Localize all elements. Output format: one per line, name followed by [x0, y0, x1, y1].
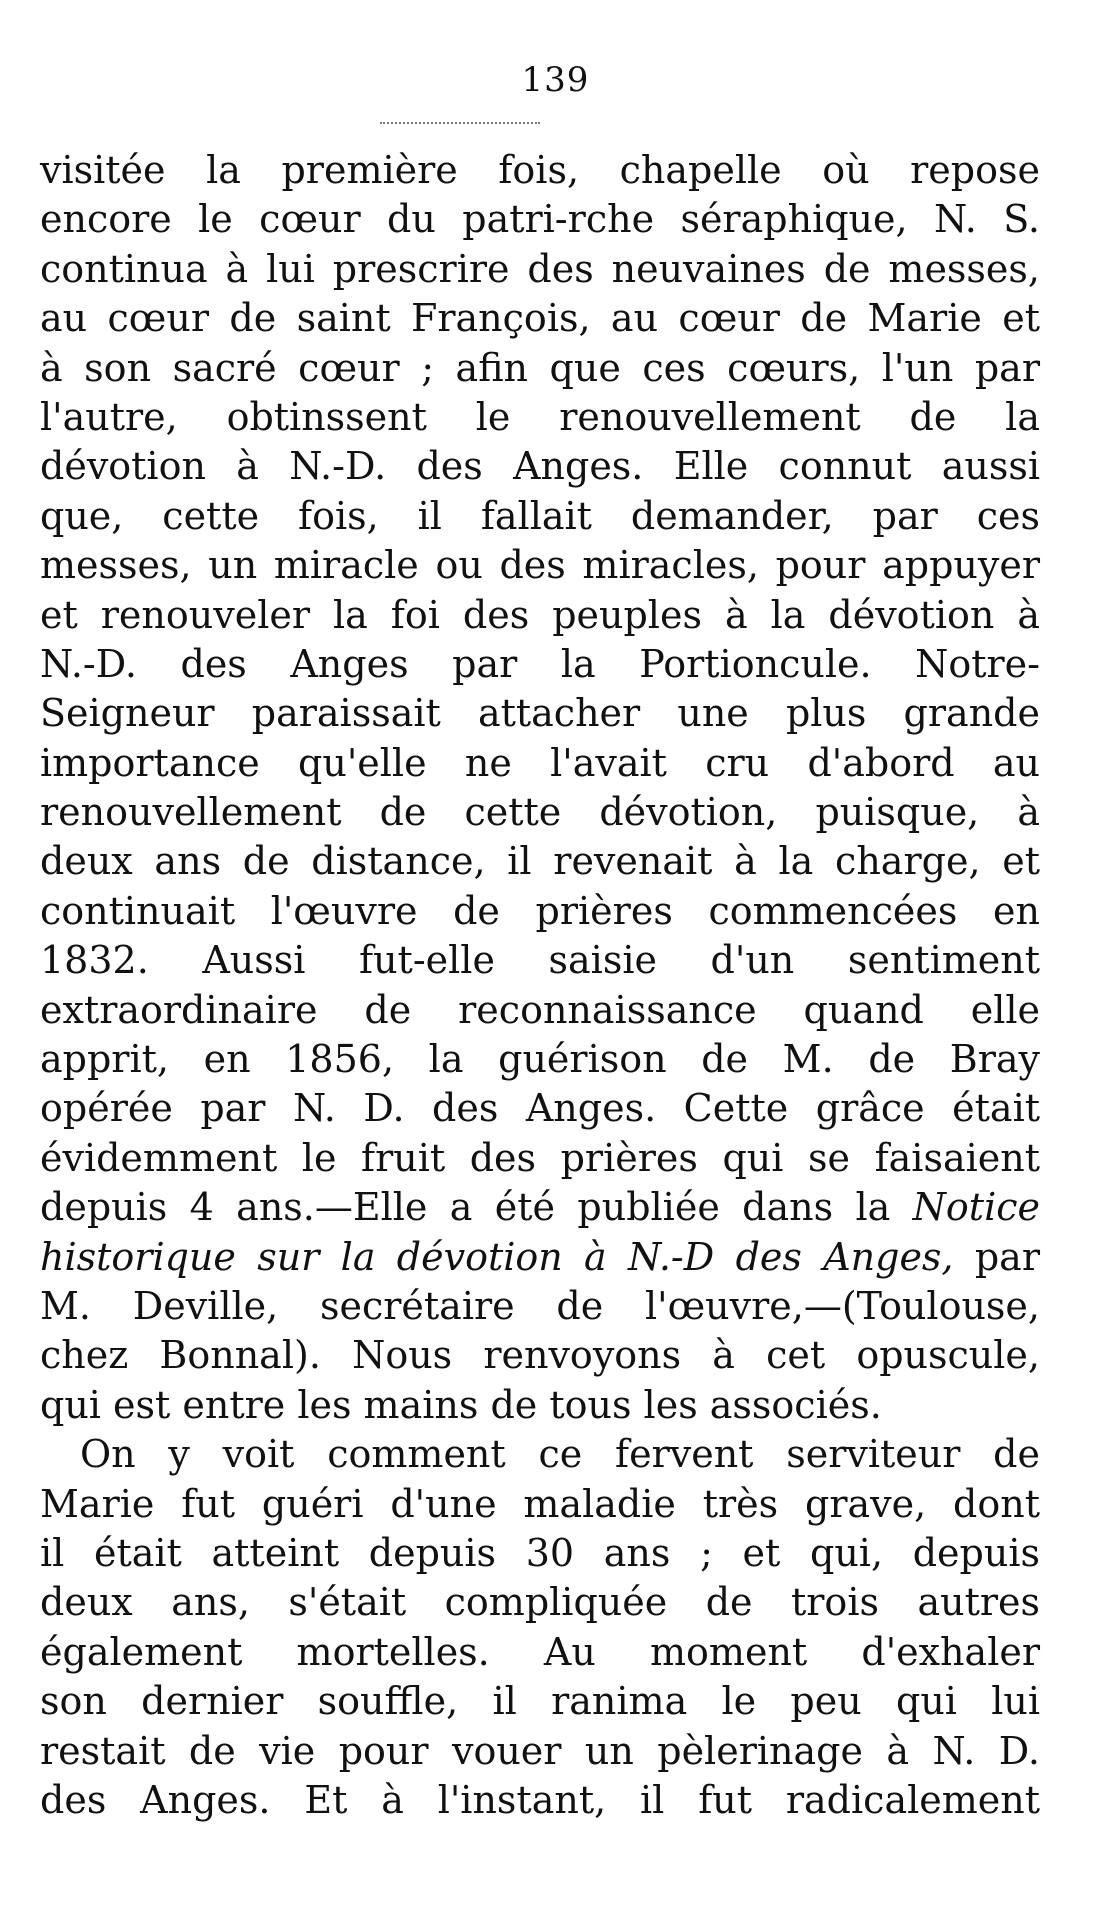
text-line: continua à lui prescrire des neuvaines de messes, — [40, 246, 1040, 291]
text-segment: depuis 4 ans.—Elle a été publiée dans la — [40, 1185, 913, 1230]
text-line: deux ans, s'était compliquée de trois autres — [40, 1580, 1040, 1625]
text-line: continuait l'œuvre de prières commencées en — [40, 888, 1040, 933]
text-line: restait de vie pour vouer un pèlerinage à N. D. — [40, 1728, 1040, 1773]
text-line: apprit, en 1856, la guérison de M. de Bray — [40, 1037, 1040, 1082]
text-segment: par — [953, 1234, 1040, 1279]
text-line: l'autre, obtinssent le renouvellement de la — [40, 394, 1040, 439]
body-text — [40, 146, 1040, 1825]
text-line: N.-D. des Anges par la Portioncule. Notre- — [40, 641, 1040, 686]
text-line: opérée par N. D. des Anges. Cette grâce était — [40, 1086, 1040, 1131]
text-line: également mortelles. Au moment d'exhaler — [40, 1629, 1040, 1674]
text-line: il était atteint depuis 30 ans ; et qui, depuis — [40, 1530, 1040, 1575]
text-line: M. Deville, secrétaire de l'œuvre,—(Toulouse, — [40, 1283, 1040, 1328]
text-line: et renouveler la foi des peuples à la dévotion à — [40, 592, 1040, 637]
header-rule — [380, 122, 540, 124]
text-line: chez Bonnal). Nous renvoyons à cet opuscule, — [40, 1333, 1040, 1378]
text-line: au cœur de saint François, au cœur de Marie et — [40, 296, 1040, 341]
text-line: Marie fut guéri d'une maladie très grave, dont — [40, 1481, 1040, 1526]
italic-title: Notice — [912, 1185, 1040, 1230]
text-line: qui est entre les mains de tous les associés. — [40, 1382, 882, 1427]
text-line: importance qu'elle ne l'avait cru d'abord au — [40, 740, 1040, 785]
text-line — [40, 1183, 1040, 1232]
text-line: visitée la première fois, chapelle où repose — [40, 148, 1040, 192]
text-line: 1832. Aussi fut-elle saisie d'un sentiment — [40, 938, 1040, 983]
text-line: extraordinaire de reconnaissance quand elle — [40, 987, 1040, 1032]
text-line: deux ans de distance, il revenait à la charge, et — [40, 839, 1040, 884]
text-line — [40, 1233, 1040, 1282]
text-line: évidemment le fruit des prières qui se faisaient — [40, 1135, 1040, 1180]
text-line: des Anges. Et à l'instant, il fut radicalement — [40, 1777, 1040, 1822]
text-line: son dernier souffle, il ranima le peu qui lui — [40, 1679, 1040, 1724]
text-line: dévotion à N.-D. des Anges. Elle connut aussi — [40, 444, 1040, 489]
text-line: que, cette fois, il fallait demander, par ces — [40, 493, 1040, 538]
text-line: renouvellement de cette dévotion, puisque, à — [40, 790, 1040, 835]
text-line: encore le cœur du patri-rche séraphique, N. S. — [40, 197, 1040, 242]
italic-title: historique sur la dévotion à N.-D des Anges, — [40, 1234, 954, 1279]
text-line: messes, un miracle ou des miracles, pour appuyer — [40, 543, 1040, 588]
text-line: Seigneur paraissait attacher une plus grande — [40, 691, 1040, 736]
text-line: On y voit comment ce fervent serviteur de — [80, 1432, 1040, 1477]
page-number: 139 — [521, 60, 590, 100]
text-line: à son sacré cœur ; afin que ces cœurs, l'un par — [40, 345, 1040, 390]
